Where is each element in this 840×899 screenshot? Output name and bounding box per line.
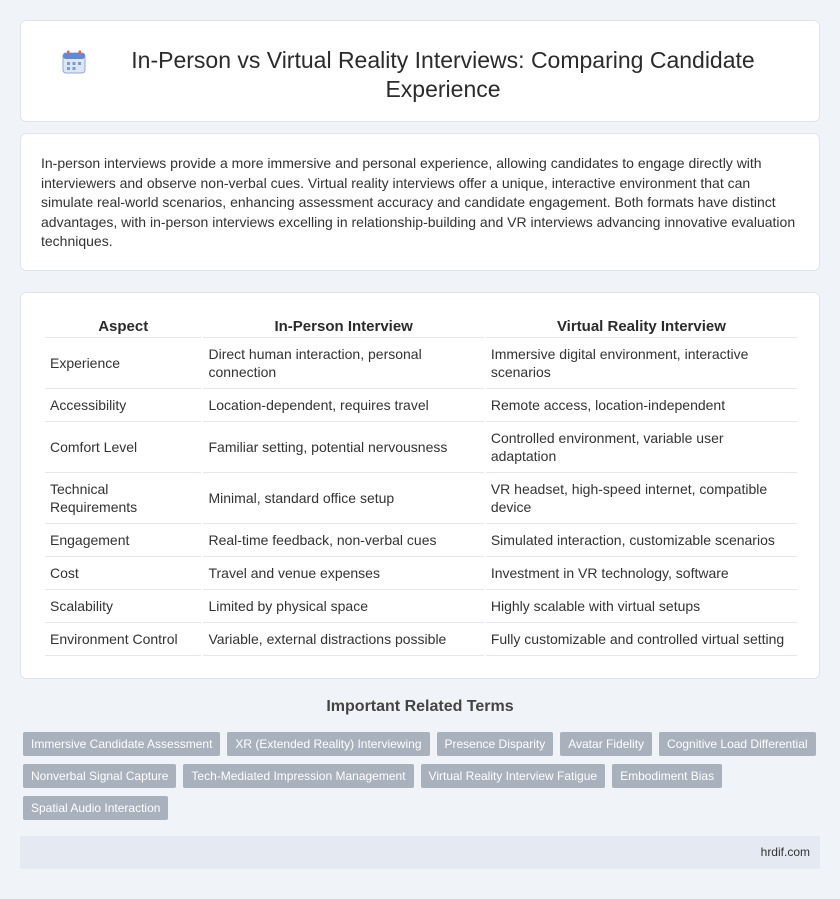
table-row xyxy=(45,557,797,590)
header-aspect: Aspect xyxy=(45,314,201,338)
row-aspect: Scalability xyxy=(45,590,201,623)
row-in-person: Direct human interaction, personal connection xyxy=(203,338,483,389)
row-aspect: Comfort Level xyxy=(45,422,201,473)
header-in-person: In-Person Interview xyxy=(203,314,483,338)
row-virtual-reality: Simulated interaction, customizable scenarios xyxy=(486,524,797,557)
table-row xyxy=(45,389,797,422)
row-in-person: Location-dependent, requires travel xyxy=(203,389,483,422)
related-term-tag[interactable]: Tech-Mediated Impression Management xyxy=(183,764,413,788)
table-row xyxy=(45,623,797,656)
footer xyxy=(20,836,820,869)
calendar-icon xyxy=(61,49,87,75)
related-term-tag[interactable]: Virtual Reality Interview Fatigue xyxy=(421,764,606,788)
table-header-row xyxy=(45,314,797,338)
table-row xyxy=(45,338,797,389)
related-terms-list xyxy=(23,732,823,820)
comparison-card xyxy=(20,292,820,679)
row-aspect: Engagement xyxy=(45,524,201,557)
table-row xyxy=(45,422,797,473)
title-wrap xyxy=(21,21,819,104)
intro-card xyxy=(20,133,820,271)
intro-paragraph: In-person interviews provide a more immersive and personal experience, allowing candidates to engage directly with interviewers and observe non-verbal cues. Virtual reality interviews offer a unique, interactive environment that can simulate real-world scenarios, enhancing assessment accuracy and candidate engagement. Both formats have distinct advantages, with in-person interviews excelling in relationship-building and VR interviews advancing innovative evaluation techniques. xyxy=(41,155,796,250)
row-in-person: Real-time feedback, non-verbal cues xyxy=(203,524,483,557)
table-row xyxy=(45,473,797,524)
row-aspect: Accessibility xyxy=(45,389,201,422)
row-in-person: Limited by physical space xyxy=(203,590,483,623)
table-row xyxy=(45,524,797,557)
related-term-tag[interactable]: Embodiment Bias xyxy=(612,764,722,788)
table-row xyxy=(45,590,797,623)
page-title: In-Person vs Virtual Reality Interviews: Comparing Candidate Experience xyxy=(131,47,755,102)
row-virtual-reality: Highly scalable with virtual setups xyxy=(486,590,797,623)
related-term-tag[interactable]: Cognitive Load Differential xyxy=(659,732,816,756)
row-in-person: Familiar setting, potential nervousness xyxy=(203,422,483,473)
related-term-tag[interactable]: Avatar Fidelity xyxy=(560,732,652,756)
related-term-tag[interactable]: XR (Extended Reality) Interviewing xyxy=(227,732,429,756)
row-in-person: Travel and venue expenses xyxy=(203,557,483,590)
related-term-tag[interactable]: Nonverbal Signal Capture xyxy=(23,764,176,788)
related-terms-title: Important Related Terms xyxy=(326,698,514,715)
related-term-tag[interactable]: Spatial Audio Interaction xyxy=(23,796,168,820)
related-term-tag[interactable]: Presence Disparity xyxy=(437,732,554,756)
row-aspect: Environment Control xyxy=(45,623,201,656)
related-term-tag[interactable]: Immersive Candidate Assessment xyxy=(23,732,220,756)
row-virtual-reality: VR headset, high-speed internet, compatible device xyxy=(486,473,797,524)
comparison-table xyxy=(43,314,799,656)
row-aspect: Experience xyxy=(45,338,201,389)
row-in-person: Variable, external distractions possible xyxy=(203,623,483,656)
title-card xyxy=(20,20,820,122)
row-virtual-reality: Immersive digital environment, interactive scenarios xyxy=(486,338,797,389)
row-virtual-reality: Fully customizable and controlled virtual setting xyxy=(486,623,797,656)
row-in-person: Minimal, standard office setup xyxy=(203,473,483,524)
row-virtual-reality: Controlled environment, variable user adaptation xyxy=(486,422,797,473)
row-aspect: Cost xyxy=(45,557,201,590)
row-aspect: Technical Requirements xyxy=(45,473,201,524)
header-virtual-reality: Virtual Reality Interview xyxy=(486,314,797,338)
row-virtual-reality: Remote access, location-independent xyxy=(486,389,797,422)
row-virtual-reality: Investment in VR technology, software xyxy=(486,557,797,590)
site-link[interactable]: hrdif.com xyxy=(760,845,810,859)
